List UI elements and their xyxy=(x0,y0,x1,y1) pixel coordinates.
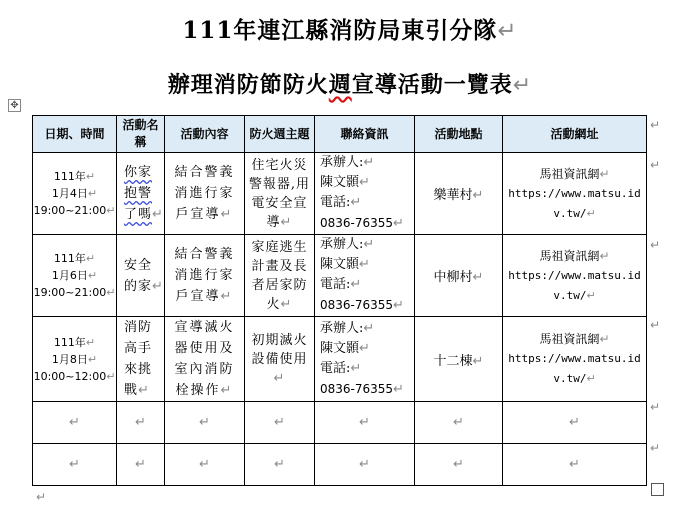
row-end-mark: ↵ xyxy=(650,318,661,332)
paragraph-mark: ↵ xyxy=(87,269,98,282)
paragraph-mark: ↵ xyxy=(85,252,96,265)
activity-content: 結合警義消進行家戶宣導 xyxy=(174,165,235,222)
empty-cell[interactable] xyxy=(415,402,503,444)
activity-content-cell[interactable] xyxy=(165,235,245,317)
paragraph-mark: ↵ xyxy=(135,415,146,430)
paragraph-mark: ↵ xyxy=(280,296,293,312)
paragraph-mark: ↵ xyxy=(274,415,285,430)
paragraph-mark: ↵ xyxy=(69,415,80,430)
paragraph-mark: ↵ xyxy=(472,270,484,285)
activity-content-cell[interactable] xyxy=(165,153,245,235)
empty-cell[interactable] xyxy=(33,402,117,444)
url-cell[interactable] xyxy=(503,153,647,235)
empty-cell[interactable] xyxy=(245,444,315,486)
paragraph-mark: ↵ xyxy=(359,175,370,190)
empty-table-row xyxy=(33,444,647,486)
paragraph-mark: ↵ xyxy=(152,207,164,222)
paragraph-mark: ↵ xyxy=(69,457,80,472)
contact-label: 承辦人: xyxy=(320,320,364,336)
site-url-link[interactable]: https://www.matsu.idv.tw/ xyxy=(508,186,641,220)
paragraph-mark: ↵ xyxy=(569,457,580,472)
empty-cell[interactable] xyxy=(165,444,245,486)
title-line-1: 111年連江縣消防局東引分隊 xyxy=(182,17,498,44)
site-name: 馬祖資訊網 xyxy=(539,332,600,346)
phone-label: 電話: xyxy=(320,360,351,376)
phone-label: 電話: xyxy=(320,195,351,210)
table-move-handle-icon[interactable]: ✥ xyxy=(8,99,21,112)
empty-cell[interactable] xyxy=(315,402,415,444)
empty-cell[interactable] xyxy=(503,444,647,486)
empty-table-row xyxy=(33,402,647,444)
activity-location: 十二棟 xyxy=(433,353,473,369)
paragraph-mark: ↵ xyxy=(586,206,596,220)
table-row xyxy=(33,317,647,402)
paragraph-mark: ↵ xyxy=(106,286,116,299)
paragraph-mark: ↵ xyxy=(393,381,404,397)
document-subtitle xyxy=(0,68,700,99)
date-day: 1月8日 xyxy=(51,352,88,366)
paragraph-mark: ↵ xyxy=(512,73,533,98)
paragraph-mark: ↵ xyxy=(359,257,370,272)
empty-cell[interactable] xyxy=(117,444,165,486)
empty-cell[interactable] xyxy=(165,402,245,444)
paragraph-mark: ↵ xyxy=(220,207,234,222)
site-name: 馬祖資訊網 xyxy=(539,166,600,181)
paragraph-mark: ↵ xyxy=(138,383,150,398)
url-cell[interactable] xyxy=(503,317,647,402)
paragraph-mark: ↵ xyxy=(152,278,164,294)
paragraph-mark: ↵ xyxy=(569,415,580,430)
header-activity-url: 活動網址 xyxy=(503,116,647,153)
phone-label: 電話: xyxy=(320,277,351,292)
document-title xyxy=(0,12,700,45)
header-activity-name: 活動名稱 xyxy=(117,116,165,153)
paragraph-mark: ↵ xyxy=(453,457,464,472)
paragraph-mark: ↵ xyxy=(280,214,293,230)
activity-name-cell[interactable] xyxy=(117,235,165,317)
activity-name-cell[interactable] xyxy=(117,153,165,235)
contact-cell[interactable] xyxy=(315,317,415,402)
paragraph-mark: ↵ xyxy=(586,372,596,385)
header-activity-location: 活動地點 xyxy=(415,116,503,153)
paragraph-mark: ↵ xyxy=(220,289,234,304)
theme-cell[interactable] xyxy=(245,317,315,402)
activity-name: 消防高手來挑戰 xyxy=(124,320,153,398)
date-day: 1月4日 xyxy=(51,187,88,200)
date-time: 10:00~12:00 xyxy=(33,369,107,383)
theme-cell[interactable] xyxy=(245,235,315,317)
paragraph-mark: ↵ xyxy=(85,170,96,183)
empty-cell[interactable] xyxy=(503,402,647,444)
contact-label: 承辦人: xyxy=(320,155,364,170)
paragraph-mark: ↵ xyxy=(586,288,596,302)
subtitle-suffix: 宣導活動一覽表 xyxy=(351,72,513,98)
date-day: 1月6日 xyxy=(51,269,88,282)
empty-cell[interactable] xyxy=(245,402,315,444)
header-activity-content: 活動內容 xyxy=(165,116,245,153)
paragraph-mark: ↵ xyxy=(273,370,286,386)
location-cell[interactable] xyxy=(415,317,503,402)
activity-name-cell[interactable] xyxy=(117,317,165,402)
row-end-mark: ↵ xyxy=(650,158,661,172)
paragraph-mark: ↵ xyxy=(453,415,464,430)
paragraph-mark: ↵ xyxy=(36,490,47,504)
paragraph-mark: ↵ xyxy=(87,187,98,200)
paragraph-mark: ↵ xyxy=(106,204,116,217)
row-end-mark: ↵ xyxy=(650,400,661,414)
paragraph-mark: ↵ xyxy=(350,195,362,210)
activity-location: 中柳村 xyxy=(433,270,473,285)
contact-person: 陳文顥 xyxy=(320,257,360,272)
paragraph-mark: ↵ xyxy=(85,335,96,349)
date-time: 19:00~21:00 xyxy=(33,204,107,217)
activity-content: 宣導滅火器使用及室內消防栓操作 xyxy=(174,320,235,398)
url-cell[interactable] xyxy=(503,235,647,317)
contact-label: 承辦人: xyxy=(320,237,364,252)
header-contact-info: 聯絡資訊 xyxy=(315,116,415,153)
date-cell[interactable] xyxy=(33,317,117,402)
contact-person: 陳文顥 xyxy=(320,340,360,356)
paragraph-mark: ↵ xyxy=(472,353,484,369)
theme-cell[interactable] xyxy=(245,153,315,235)
paragraph-mark: ↵ xyxy=(135,457,146,472)
paragraph-mark: ↵ xyxy=(472,188,484,203)
paragraph-mark: ↵ xyxy=(363,155,375,170)
site-url-link[interactable]: https://www.matsu.idv.tw/ xyxy=(508,352,641,385)
header-fire-week-theme: 防火週主題 xyxy=(245,116,315,153)
paragraph-mark: ↵ xyxy=(350,360,362,376)
date-year: 111年 xyxy=(53,252,86,265)
contact-phone: 0836-76355 xyxy=(320,216,394,230)
date-cell[interactable] xyxy=(33,235,117,317)
fire-week-theme: 住宅火災警報器,用電安全宣導 xyxy=(248,157,311,230)
site-url-link[interactable]: https://www.matsu.idv.tw/ xyxy=(508,268,641,302)
subtitle-spellcheck-word: 週 xyxy=(328,72,352,98)
contact-phone: 0836-76355 xyxy=(320,381,394,396)
activity-name: 安全的家 xyxy=(124,257,153,294)
paragraph-mark: ↵ xyxy=(599,166,610,181)
paragraph-mark: ↵ xyxy=(363,320,375,336)
header-date-time: 日期、時間 xyxy=(33,116,117,153)
row-end-mark: ↵ xyxy=(650,238,661,252)
activity-content-cell[interactable] xyxy=(165,317,245,402)
paragraph-mark: ↵ xyxy=(359,457,370,472)
location-cell[interactable] xyxy=(415,235,503,317)
activity-location: 樂華村 xyxy=(433,188,473,203)
date-cell[interactable] xyxy=(33,153,117,235)
table-header-row xyxy=(33,116,647,153)
table-row xyxy=(33,235,647,317)
contact-cell[interactable] xyxy=(315,235,415,317)
activity-content: 結合警義消進行家戶宣導 xyxy=(174,247,235,304)
table-resize-handle-icon[interactable] xyxy=(651,483,664,496)
activity-name: 你家抱警了嗎 xyxy=(124,165,153,222)
fire-week-theme: 初期滅火設備使用 xyxy=(251,332,308,367)
paragraph-mark: ↵ xyxy=(220,383,234,398)
paragraph-mark: ↵ xyxy=(106,369,116,383)
activity-table xyxy=(32,115,647,486)
paragraph-mark: ↵ xyxy=(363,237,375,252)
paragraph-mark: ↵ xyxy=(393,216,404,231)
paragraph-mark: ↵ xyxy=(497,18,518,44)
site-name: 馬祖資訊網 xyxy=(539,248,600,263)
paragraph-mark: ↵ xyxy=(350,277,362,292)
contact-phone: 0836-76355 xyxy=(320,298,394,312)
subtitle-prefix: 辦理消防節防火 xyxy=(167,72,329,98)
paragraph-mark: ↵ xyxy=(199,457,210,472)
row-end-mark: ↵ xyxy=(650,441,661,455)
empty-cell[interactable] xyxy=(415,444,503,486)
date-year: 111年 xyxy=(53,335,86,349)
date-time: 19:00~21:00 xyxy=(33,286,107,299)
paragraph-mark: ↵ xyxy=(599,248,610,263)
fire-week-theme: 家庭逃生計畫及長者居家防火 xyxy=(251,239,308,312)
table-row xyxy=(33,153,647,235)
paragraph-mark: ↵ xyxy=(393,298,404,313)
location-cell[interactable] xyxy=(415,153,503,235)
paragraph-mark: ↵ xyxy=(87,352,98,366)
empty-cell[interactable] xyxy=(33,444,117,486)
paragraph-mark: ↵ xyxy=(199,415,210,430)
paragraph-mark: ↵ xyxy=(359,340,370,356)
contact-person: 陳文顥 xyxy=(320,175,360,190)
empty-cell[interactable] xyxy=(315,444,415,486)
paragraph-mark: ↵ xyxy=(274,457,285,472)
row-end-mark: ↵ xyxy=(650,118,661,132)
date-year: 111年 xyxy=(53,170,86,183)
empty-cell[interactable] xyxy=(117,402,165,444)
paragraph-mark: ↵ xyxy=(359,415,370,430)
contact-cell[interactable] xyxy=(315,153,415,235)
paragraph-mark: ↵ xyxy=(599,332,610,346)
